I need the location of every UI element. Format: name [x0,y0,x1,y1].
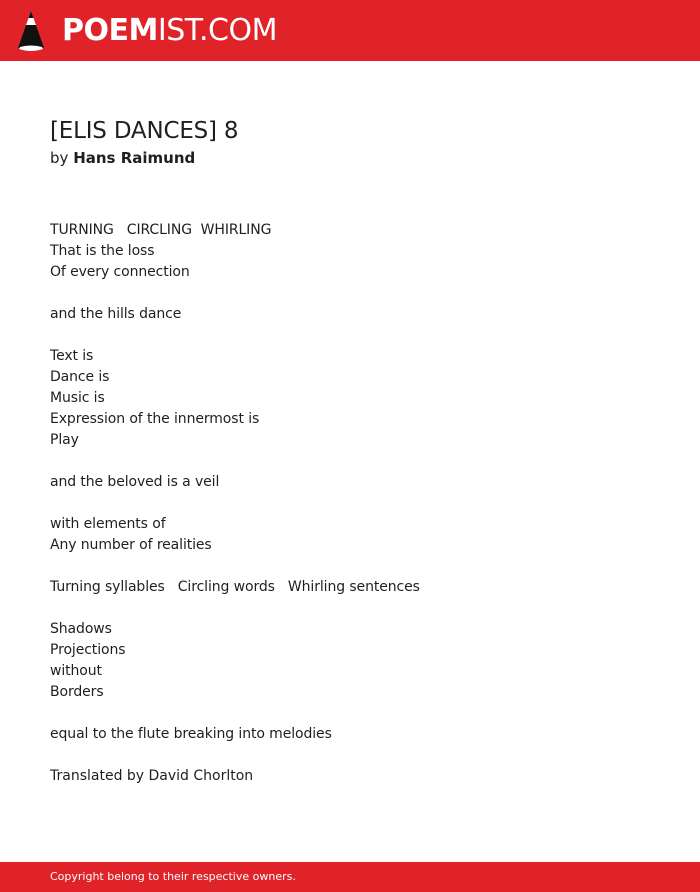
poem-stanza [50,619,650,703]
copyright-notice: Copyright belong to their respective owners. [50,870,296,883]
poem-content [50,116,650,787]
poem-line: Dance is [50,369,110,385]
site-header [0,0,700,61]
poem-byline [50,146,650,170]
poem-line: and the beloved is a veil [50,474,220,490]
poem-stanza [50,577,650,598]
poem-title: [ELIS DANCES] 8 [50,118,239,144]
poem-stanza [50,472,650,493]
poem-line: Turning syllables Circling words Whirling sentences [50,579,420,595]
poem-stanza [50,514,650,556]
poem-line: Shadows [50,621,112,637]
poem-body [50,220,650,745]
poem-line: TURNING CIRCLING WHIRLING [50,222,272,238]
poem-line: Any number of realities [50,537,212,553]
author-name[interactable]: Hans Raimund [73,149,196,167]
poem-line: Projections [50,642,126,658]
translator-note: Translated by David Chorlton [50,768,254,784]
poem-line: Play [50,432,79,448]
poem-line: Expression of the innermost is [50,411,260,427]
poem-line: Text is [50,348,94,364]
poem-stanza [50,304,650,325]
poem-line: and the hills dance [50,306,182,322]
poem-stanza [50,724,650,745]
brand-name-bold: POEM [62,13,158,48]
site-footer [0,862,700,892]
site-logo-link[interactable] [62,11,277,51]
poem-line: That is the loss [50,243,155,259]
poem-line: Borders [50,684,104,700]
poem-line: Music is [50,390,105,406]
poem-line: without [50,663,102,679]
pencil-tip-icon[interactable] [17,10,45,51]
poem-line: with elements of [50,516,166,532]
brand-name-light: IST.COM [157,13,277,48]
poem-line: Of every connection [50,264,190,280]
by-label: by [50,149,69,167]
poem-stanza [50,346,650,451]
poem-line: equal to the flute breaking into melodies [50,726,332,742]
poem-stanza [50,220,650,283]
